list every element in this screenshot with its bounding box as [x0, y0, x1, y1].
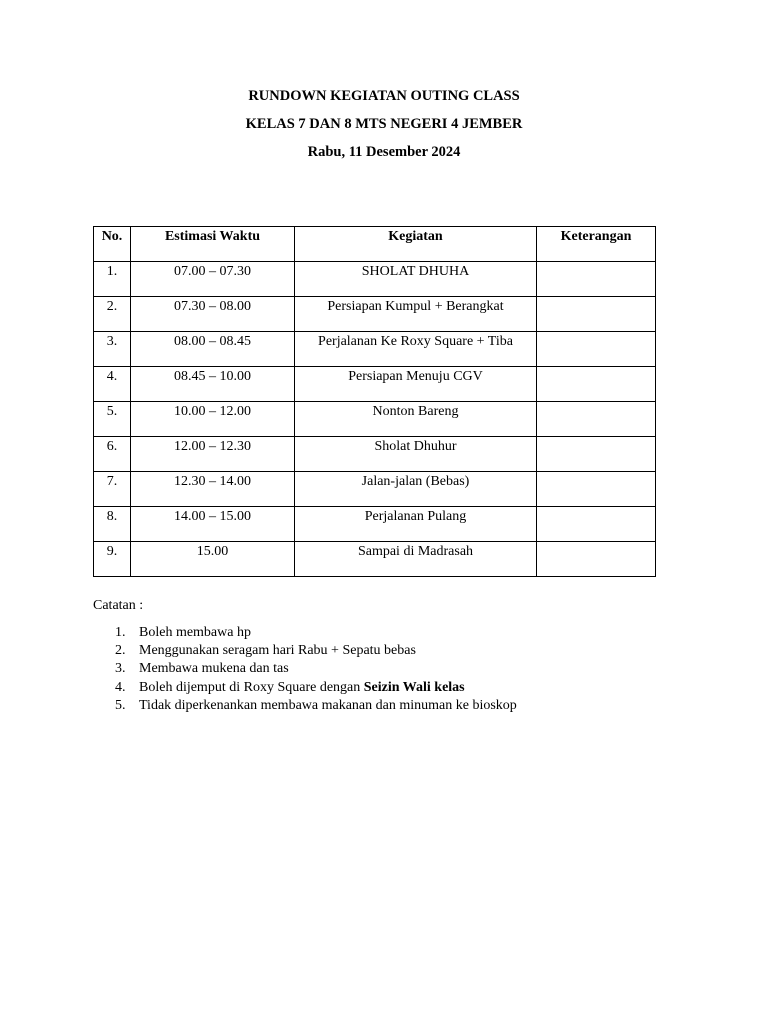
cell-activity: SHOLAT DHUHA	[295, 262, 537, 297]
cell-remark	[537, 437, 656, 472]
list-item-number: 4.	[115, 679, 126, 695]
cell-no: 8.	[94, 507, 131, 542]
list-item-text: Membawa mukena dan tas	[139, 661, 289, 677]
cell-remark	[537, 402, 656, 437]
cell-time: 12.00 – 12.30	[131, 437, 295, 472]
table-row	[94, 332, 656, 367]
cell-remark	[537, 367, 656, 402]
document-date: Rabu, 11 Desember 2024	[307, 144, 461, 160]
header-time: Estimasi Waktu	[131, 227, 295, 262]
cell-activity: Nonton Bareng	[295, 402, 537, 437]
cell-time: 08.00 – 08.45	[131, 332, 295, 367]
cell-no: 4.	[94, 367, 131, 402]
cell-no: 1.	[94, 262, 131, 297]
cell-time: 12.30 – 14.00	[131, 472, 295, 507]
cell-no: 7.	[94, 472, 131, 507]
cell-time: 10.00 – 12.00	[131, 402, 295, 437]
cell-remark	[537, 507, 656, 542]
table-row	[94, 297, 656, 332]
list-item-number: 2.	[115, 643, 126, 659]
cell-no: 5.	[94, 402, 131, 437]
schedule-table	[93, 226, 656, 577]
cell-remark	[537, 297, 656, 332]
header-activity: Kegiatan	[295, 227, 537, 262]
table-row	[94, 402, 656, 437]
document-title: RUNDOWN KEGIATAN OUTING CLASS	[248, 88, 520, 104]
list-item	[93, 697, 693, 715]
cell-remark	[537, 542, 656, 577]
header-notes: Keterangan	[537, 227, 656, 262]
table-row	[94, 472, 656, 507]
cell-activity: Jalan-jalan (Bebas)	[295, 472, 537, 507]
list-item-text: Boleh membawa hp	[139, 625, 251, 640]
cell-no: 3.	[94, 332, 131, 367]
cell-no: 6.	[94, 437, 131, 472]
list-item-number: 3.	[115, 661, 126, 677]
cell-activity: Perjalanan Ke Roxy Square + Tiba	[295, 332, 537, 367]
table-row	[94, 507, 656, 542]
table-row	[94, 367, 656, 402]
table-header-row	[94, 227, 656, 262]
schedule-body	[94, 262, 656, 577]
cell-activity: Persiapan Kumpul + Berangkat	[295, 297, 537, 332]
table-row	[94, 262, 656, 297]
cell-time: 07.00 – 07.30	[131, 262, 295, 297]
cell-activity: Sampai di Madrasah	[295, 542, 537, 577]
cell-activity: Sholat Dhuhur	[295, 437, 537, 472]
table-row	[94, 542, 656, 577]
cell-time: 07.30 – 08.00	[131, 297, 295, 332]
cell-time: 14.00 – 15.00	[131, 507, 295, 542]
cell-activity: Perjalanan Pulang	[295, 507, 537, 542]
cell-activity: Persiapan Menuju CGV	[295, 367, 537, 402]
list-item	[93, 624, 693, 642]
list-item-text: Tidak diperkenankan membawa makanan dan minuman ke bioskop	[139, 697, 517, 713]
list-item	[93, 660, 693, 678]
notes-list	[93, 624, 693, 715]
list-item-bold-text: Seizin Wali kelas	[363, 679, 465, 695]
list-item-text: Boleh dijemput di Roxy Square dengan	[139, 679, 364, 695]
cell-remark	[537, 472, 656, 507]
cell-remark	[537, 332, 656, 367]
table-row	[94, 437, 656, 472]
list-item-number: 5.	[115, 697, 126, 713]
cell-time: 15.00	[131, 542, 295, 577]
list-item	[93, 642, 693, 660]
header-no: No.	[94, 227, 131, 262]
list-item-text: Menggunakan seragam hari Rabu + Sepatu bebas	[139, 643, 416, 659]
cell-no: 2.	[94, 297, 131, 332]
list-item	[93, 679, 693, 697]
cell-time: 08.45 – 10.00	[131, 367, 295, 402]
list-item-number: 1.	[115, 625, 126, 640]
cell-no: 9.	[94, 542, 131, 577]
notes-label: Catatan :	[93, 598, 144, 613]
cell-remark	[537, 262, 656, 297]
document-subtitle: KELAS 7 DAN 8 MTS NEGERI 4 JEMBER	[245, 116, 523, 132]
